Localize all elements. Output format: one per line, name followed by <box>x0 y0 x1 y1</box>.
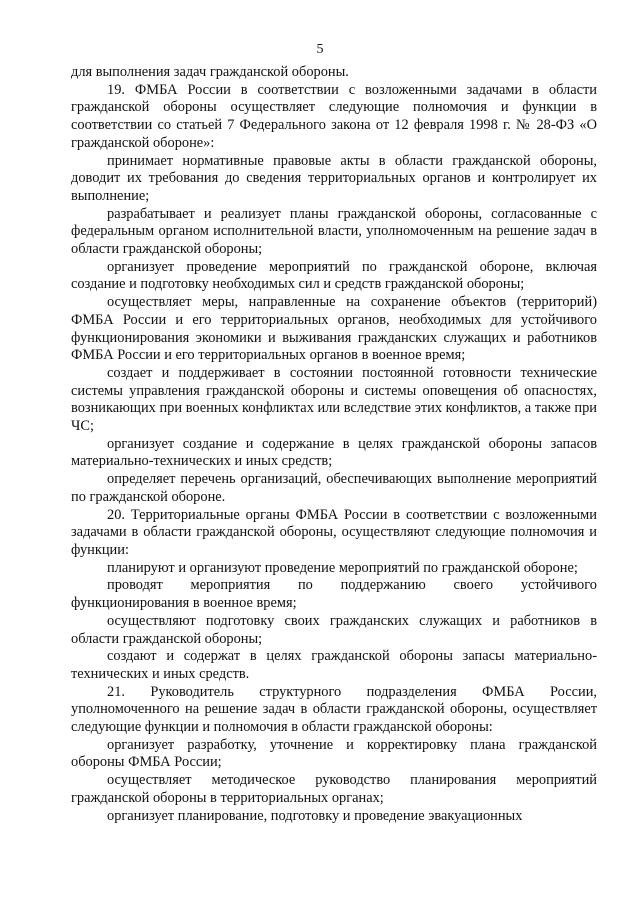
document-body <box>71 64 597 825</box>
paragraph: организует планирование, подготовку и проведение эвакуационных <box>107 807 523 824</box>
paragraph: осуществляют подготовку своих гражданских служащих и работников в области гражданской обороны; <box>71 612 597 647</box>
paragraph: организует создание и содержание в целях гражданской обороны запасов материально-технических и иных средств; <box>71 435 597 470</box>
paragraph: планируют и организуют проведение мероприятий по гражданской обороне; <box>107 559 578 576</box>
paragraph-item-21: 21. Руководитель структурного подразделения ФМБА России, уполномоченного на решение задач в области гражданской обороны, осуществляет следующие функции и полномочия в области гражданской обороны: <box>71 683 597 736</box>
paragraph: создает и поддерживает в состоянии постоянной готовности технические системы управления гражданской обороны и системы оповещения об опасностях, возникающих при военных конфликтах или вследствие этих конфликтов, а также при ЧС; <box>71 364 597 435</box>
paragraph-item-20: 20. Территориальные органы ФМБА России в соответствии с возложенными задачами в области гражданской обороны, осуществляют следующие полномочия и функции: <box>71 506 597 558</box>
paragraph-item-19: 19. ФМБА России в соответствии с возложенными задачами в области гражданской обороны осуществляет следующие полномочия и функции в соответствии со статьей 7 Федерального закона от 12 февраля 1998 г. № 28-ФЗ «О гражданской обороне»: <box>71 81 597 151</box>
paragraph: определяет перечень организаций, обеспечивающих выполнение мероприятий по гражданской обороне. <box>71 471 597 505</box>
paragraph: разрабатывает и реализует планы гражданской обороны, согласованные с федеральным органом исполнительной власти, уполномоченным на решение задач в области гражданской обороны; <box>71 205 597 258</box>
paragraph: принимает нормативные правовые акты в области гражданской обороны, доводит их требования до сведения территориальных органов и контролирует их выполнение; <box>71 152 597 204</box>
paragraph: осуществляет методическое руководство планирования мероприятий гражданской обороны в территориальных органах; <box>71 772 597 806</box>
paragraph: организует проведение мероприятий по гражданской обороне, включая создание и подготовку необходимых сил и средств гражданской обороны; <box>71 258 597 293</box>
paragraph: осуществляет меры, направленные на сохранение объектов (территорий) ФМБА России и его территориальных органов, необходимых для устойчивого функционирования экономики и выживания гражданских служащих и работников ФМБА России и его территориальных органов в военное время; <box>71 294 597 364</box>
paragraph: проводят мероприятия по поддержанию своего устойчивого функционирования в военное время; <box>71 577 597 612</box>
paragraph: создают и содержат в целях гражданской обороны запасы материально-технических и иных средств. <box>71 648 597 682</box>
page-number: 5 <box>316 42 324 57</box>
paragraph: организует разработку, уточнение и корректировку плана гражданской обороны ФМБА России; <box>71 736 597 771</box>
paragraph-continuation: для выполнения задач гражданской обороны. <box>71 64 349 80</box>
